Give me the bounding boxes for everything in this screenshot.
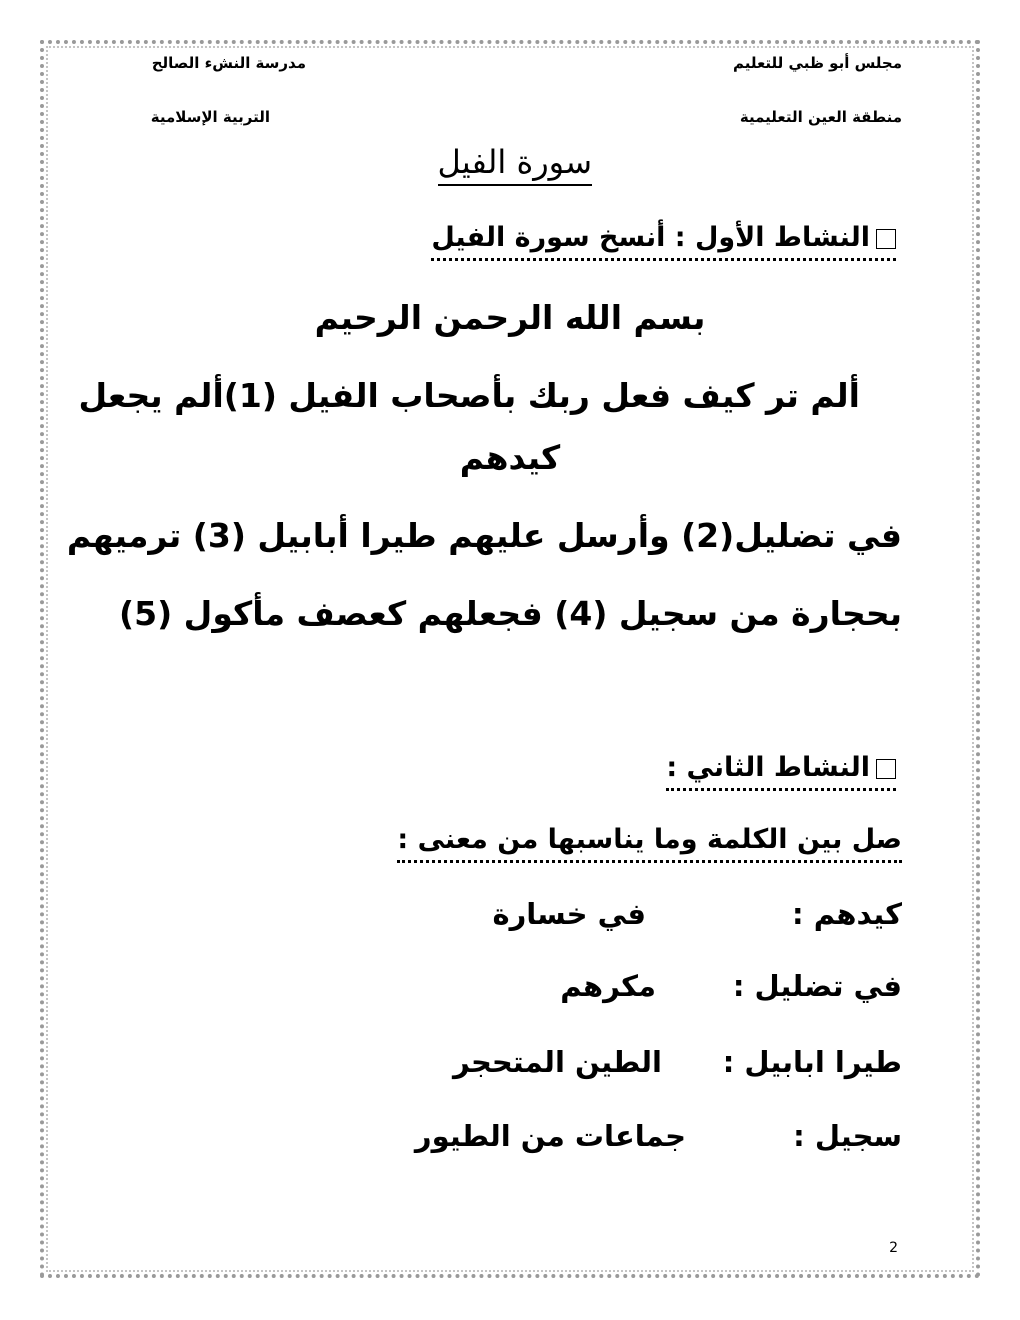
checkbox-icon	[876, 759, 896, 779]
match-meaning-2: مكرهم	[560, 969, 656, 1003]
header-zone: منطقة العين التعليمية	[739, 108, 902, 126]
match-meaning-4: جماعات من الطيور	[414, 1119, 686, 1153]
match-meaning-3: الطين المتحجر	[452, 1045, 662, 1079]
activity1-label: النشاط الأول : أنسخ سورة الفيل	[431, 222, 870, 253]
activity2-instruction: صل بين الكلمة وما يناسبها من معنى :	[397, 820, 902, 863]
checkbox-icon	[876, 229, 896, 249]
match-word-4: سجيل :	[793, 1119, 902, 1153]
page-number: 2	[889, 1240, 898, 1256]
activity2-label: النشاط الثاني :	[666, 752, 870, 783]
activity2-heading	[666, 748, 896, 791]
match-meaning-1: في خسارة	[492, 897, 646, 931]
match-word-1: كيدهم :	[792, 897, 902, 931]
match-word-3: طيرا ابابيل :	[722, 1045, 902, 1079]
sura-line-5: بحجارة من سجيل (4) فجعلهم كعصف مأكول (5)	[119, 594, 902, 633]
page-title: سورة الفيل	[438, 142, 592, 186]
match-word-2: في تضليل :	[732, 969, 902, 1003]
sura-line-1: بسم الله الرحمن الرحيم	[314, 298, 706, 337]
header-school: مدرسة النشء الصالح	[151, 54, 306, 72]
sura-line-2: ألم تر كيف فعل ربك بأصحاب الفيل (1)ألم يجعل	[78, 376, 860, 415]
sura-line-3: كيدهم	[459, 438, 561, 477]
header-subject: التربية الإسلامية	[150, 108, 270, 126]
activity1-heading	[431, 218, 896, 261]
header-council: مجلس أبو ظبي للتعليم	[732, 54, 902, 72]
sura-line-4: في تضليل(2) وأرسل عليهم طيرا أبابيل (3) ترميهم	[66, 516, 902, 555]
